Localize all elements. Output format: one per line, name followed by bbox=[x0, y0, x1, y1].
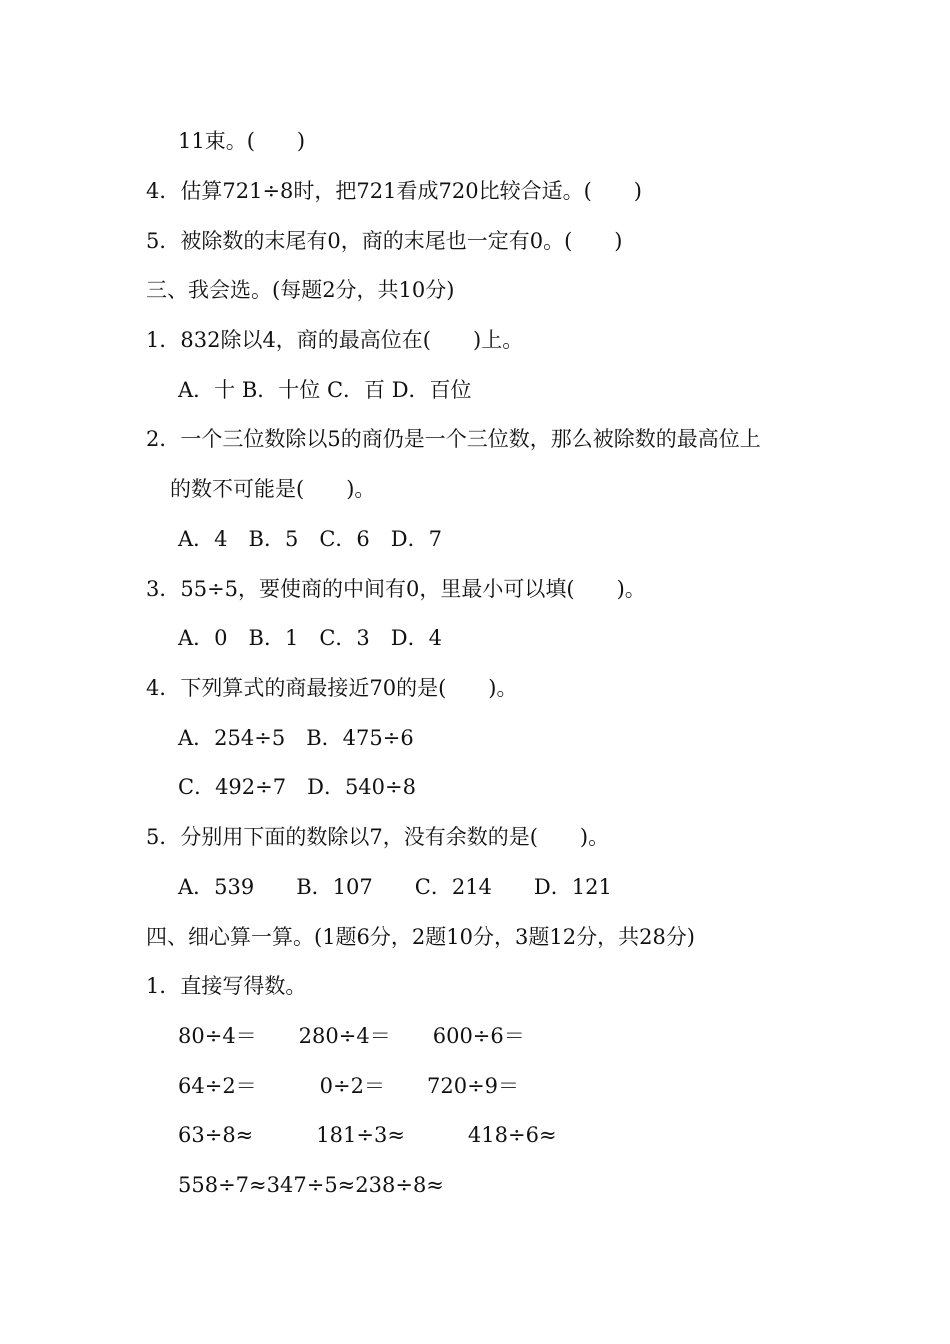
q3-5-options: A．539 B．107 C．214 D．121 bbox=[178, 875, 612, 899]
q4-1: 1．直接写得数。 bbox=[146, 974, 307, 998]
q3-2-continuation: 的数不可能是( )。 bbox=[170, 477, 376, 501]
section-4-heading: 四、细心算一算。(1题6分，2题10分，3题12分，共28分) bbox=[146, 925, 695, 949]
q3-1: 1．832除以4，商的最高位在( )上。 bbox=[146, 328, 524, 352]
q3-4: 4．下列算式的商最接近70的是( )。 bbox=[146, 676, 518, 700]
q3-2: 2．一个三位数除以5的商仍是一个三位数，那么被除数的最高位上 bbox=[146, 427, 761, 451]
q2-3-continuation: 11束。( ) bbox=[178, 129, 306, 153]
q3-1-options: A．十 B．十位 C．百 D．百位 bbox=[178, 378, 472, 402]
section-3-heading: 三、我会选。(每题2分，共10分) bbox=[146, 278, 455, 302]
calc-row-1: 80÷4＝ 280÷4＝ 600÷6＝ bbox=[178, 1024, 525, 1048]
q3-3-options: A．0 B．1 C．3 D．4 bbox=[178, 626, 442, 650]
calc-row-4: 558÷7≈347÷5≈238÷8≈ bbox=[178, 1173, 444, 1197]
calc-row-3: 63÷8≈ 181÷3≈ 418÷6≈ bbox=[178, 1123, 557, 1147]
q3-5: 5．分别用下面的数除以7，没有余数的是( )。 bbox=[146, 825, 610, 849]
calc-row-2: 64÷2＝ 0÷2＝ 720÷9＝ bbox=[178, 1074, 520, 1098]
q3-2-options: A．4 B．5 C．6 D．7 bbox=[178, 527, 442, 551]
q2-4: 4．估算721÷8时，把721看成720比较合适。( ) bbox=[146, 179, 642, 203]
q3-4-options-cd: C．492÷7 D．540÷8 bbox=[178, 775, 416, 799]
q3-4-options-ab: A．254÷5 B．475÷6 bbox=[178, 726, 414, 750]
q3-3: 3．55÷5，要使商的中间有0，里最小可以填( )。 bbox=[146, 577, 646, 601]
q2-5: 5．被除数的末尾有0，商的末尾也一定有0。( ) bbox=[146, 229, 623, 253]
